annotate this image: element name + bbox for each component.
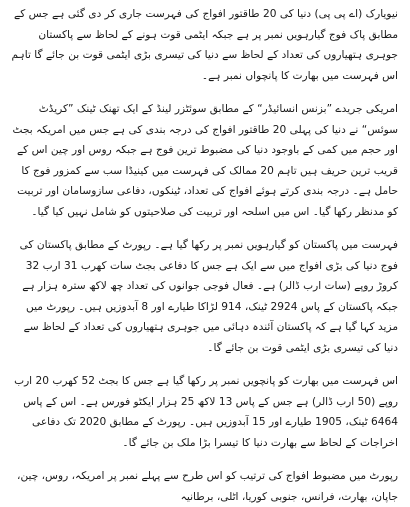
article-paragraph-5: رپورٹ میں مضبوط افواج کی ترتیب کو اس طرح سے پہلے نمبر پر امریکہ، روس، چین، جاپان، بھارت، فرانس، جنوبی کوریا، اٹلی، برطانیہ (17, 470, 398, 503)
article-paragraph-4: اس فہرست میں بھارت کو پانچویں نمبر پر رکھا گیا ہے جس کا بجٹ 52 کھرب 20 ارب روپے (50 ارب ڈالر) ہے جس کے پاس 13 لاکھ 25 ہزار ایکٹو فورس ہے۔ اس کے پاس 6464 ٹینک، 1905 طیارے اور 15 آبدوزیں ہیں۔ رپورٹ کے مطابق 2020 تک دفاعی اخراجات کے لحاظ سے بھارت دنیا کا تیسرا بڑا ملک بن جائے گا۔ (14, 375, 398, 449)
article-paragraph-1: نیویارک (اے پی پی) دنیا کی 20 طاقتور افواج کی فہرست جاری کر دی گئی ہے جس کے مطابق پاک فوج گیارہویں نمبر پر ہے جبکہ ایٹمی قوت ہونے کے لحاظ سے پاکستان جوہری ہتھیاروں کی تعداد کے لحاظ سے دنیا کی تیسری بڑی ایٹمی قوت بن جائے گا تاہم اس فہرست میں بھارت کا پانچواں نمبر ہے۔ (11, 8, 398, 82)
article-paragraph-3: فہرست میں پاکستان کو گیارہویں نمبر پر رکھا گیا ہے۔ رپورٹ کے مطابق پاکستان کی فوج دنیا کی بڑی افواج میں سے ایک ہے جس کا دفاعی بجٹ سات کھرب 31 ارب 32 کروڑ روپے (سات ارب ڈالر) ہے۔ فعال فوجی جوانوں کی تعداد چھ لاکھ سترہ ہزار ہے جبکہ پاکستان کے پاس 2924 ٹینک، 914 لڑاکا طیارے اور 8 آبدوزیں ہیں۔ رپورٹ میں مزید کہا گیا ہے کہ پاکستان آئندہ دہائی میں جوہری ہتھیاروں کی تعداد کے لحاظ سے دنیا کی تیسری بڑی ایٹمی قوت بن جائے گا۔ (19, 239, 398, 354)
article-paragraph-2: امریکی جریدے ”بزنس انسائیڈر“ کے مطابق سوئٹزر لینڈ کے ایک تھنک ٹینک ”کریڈٹ سوئس“ نے دنیا کی پہلی 20 طاقتور افواج کی درجہ بندی کی ہے جس میں امریکہ بجٹ اور حجم میں کمی کے باوجود دنیا کی مضبوط ترین فوج ہے جبکہ روس اور چین اس کے قریب ترین حریف ہیں تاہم 20 ممالک کی فہرست میں کینیڈا سب سے کمزور فوج کا حامل ہے۔ درجہ بندی کرتے ہوئے افواج کی تعداد، ٹینکوں، دفاعی سازوسامان اور تربیت کو مدنظر رکھا گیا۔ اس میں اسلحہ اور تربیت کی صلاحیتوں کو شامل نہیں کیا گیا۔ (12, 103, 398, 218)
